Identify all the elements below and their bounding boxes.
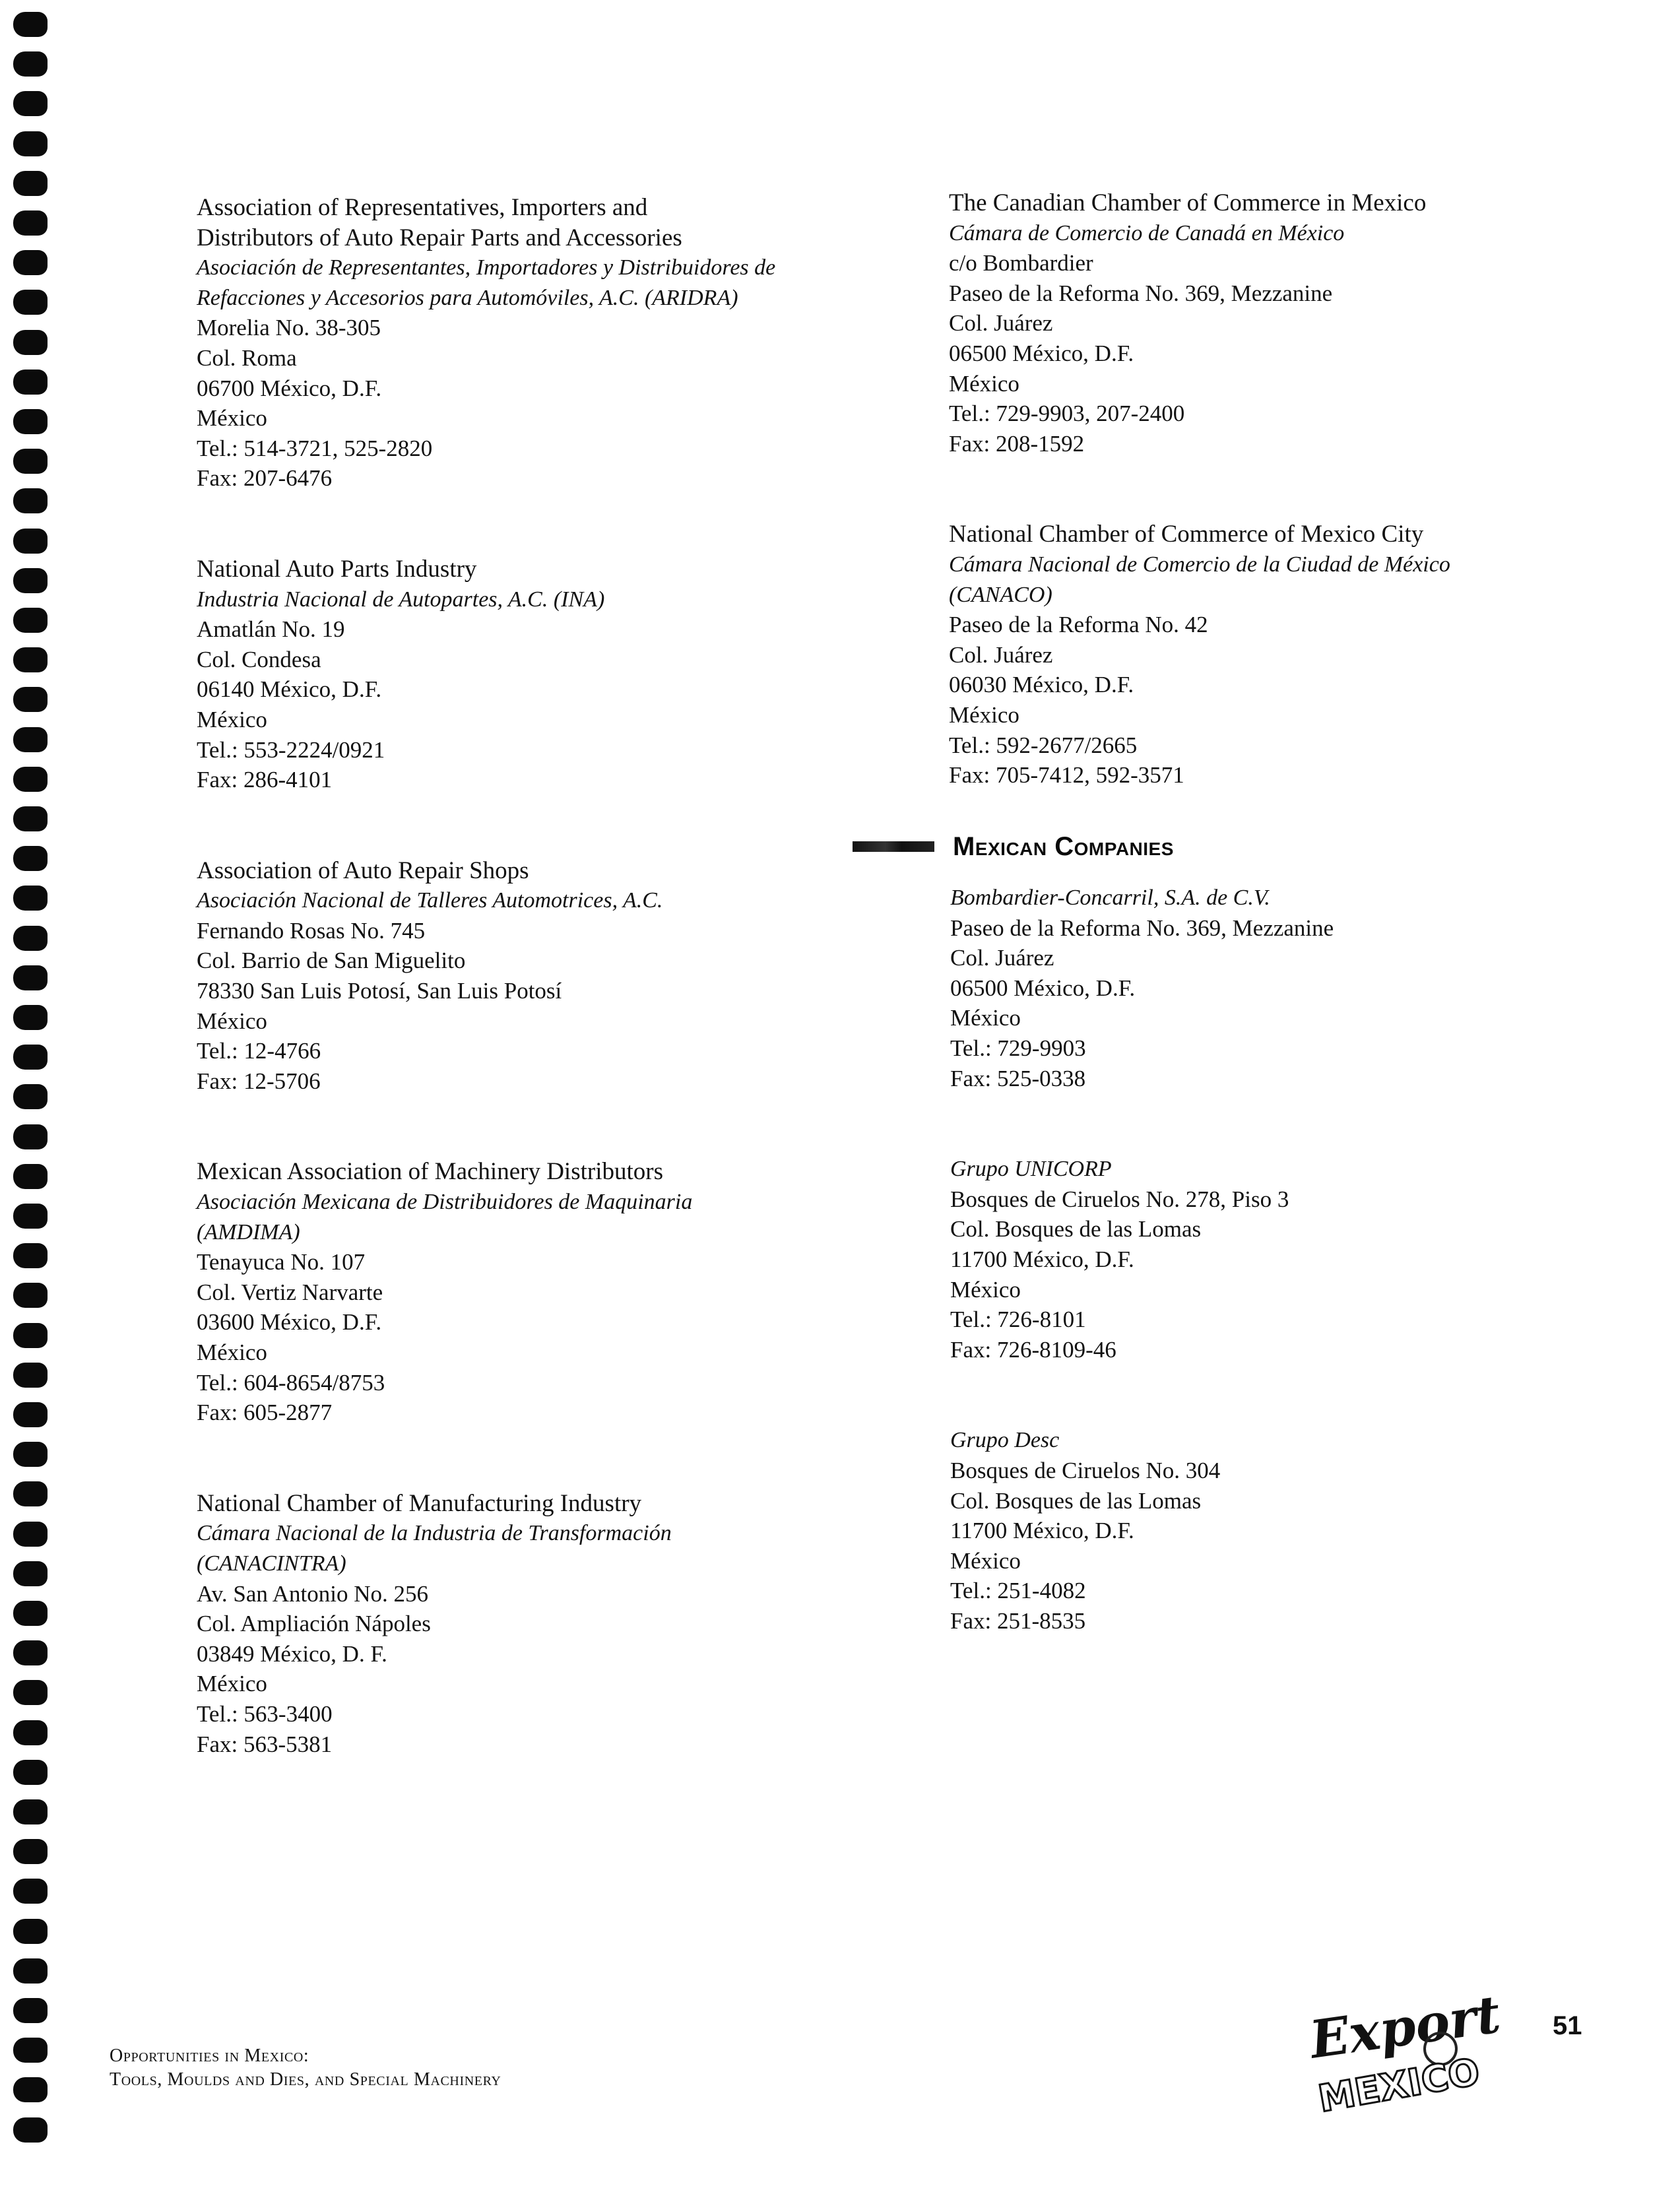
- entry-name: Association of Representatives, Importers and: [197, 194, 648, 221]
- binding-hole: [13, 727, 48, 752]
- entry-address-line: Col. Juárez: [949, 310, 1053, 337]
- binding-hole: [13, 1124, 48, 1149]
- entry-spanish-name: Cámara Nacional de la Industria de Transformación: [197, 1521, 672, 1546]
- entry-name: National Chamber of Manufacturing Industry: [197, 1489, 642, 1517]
- binding-hole: [13, 1402, 48, 1427]
- entry-name: Association of Auto Repair Shops: [197, 856, 529, 884]
- entry-address-line: Fax: 705-7412, 592-3571: [949, 762, 1184, 789]
- directory-entry: [950, 1425, 1584, 1636]
- entry-address-line: Fax: 12-5706: [197, 1068, 321, 1094]
- entry-spanish-name: Grupo Desc: [950, 1428, 1060, 1453]
- entry-address-line: Amatlán No. 19: [197, 616, 345, 643]
- entry-address-line: Col. Ampliación Nápoles: [197, 1611, 431, 1637]
- binding-hole: [13, 370, 48, 395]
- binding-hole: [13, 409, 48, 434]
- binding-hole: [13, 1919, 48, 1944]
- entry-address-line: Bosques de Ciruelos No. 304: [950, 1457, 1221, 1483]
- entry-name: Distributors of Auto Repair Parts and Accessories: [197, 224, 682, 251]
- entry-address-line: Paseo de la Reforma No. 42: [949, 612, 1208, 638]
- entry-address-line: México: [950, 1547, 1021, 1574]
- entry-address-line: Col. Vertiz Narvarte: [197, 1279, 383, 1305]
- binding-hole: [13, 2038, 48, 2063]
- binding-hole: [13, 1998, 48, 2023]
- entry-address-line: Col. Condesa: [197, 646, 321, 672]
- binding-hole: [13, 449, 48, 474]
- entry-address-line: Fax: 525-0338: [950, 1065, 1086, 1091]
- entry-spanish-name: Asociación de Representantes, Importadores y Distribuidores de: [197, 255, 776, 280]
- entry-address-line: Tenayuca No. 107: [197, 1249, 366, 1275]
- binding-hole: [13, 12, 48, 37]
- binding-hole: [13, 1084, 48, 1109]
- entry-address-line: Tel.: 563-3400: [197, 1700, 333, 1727]
- entry-spanish-name: (AMDIMA): [197, 1219, 300, 1244]
- binding-hole: [13, 1164, 48, 1189]
- entry-address-line: México: [197, 1671, 267, 1697]
- binding-hole: [13, 1839, 48, 1864]
- directory-entry: [197, 1157, 830, 1427]
- binding-hole: [13, 1045, 48, 1070]
- spiral-binding: [0, 0, 59, 2194]
- entry-address-line: México: [197, 1339, 267, 1365]
- entry-address-line: Col. Juárez: [950, 945, 1054, 971]
- binding-hole: [13, 1561, 48, 1586]
- binding-hole: [13, 647, 48, 672]
- logo-bottom-text: MEXICO: [1315, 2050, 1483, 2121]
- entry-address-line: 06700 México, D.F.: [197, 375, 382, 401]
- directory-entry: [197, 1489, 830, 1759]
- entry-spanish-name: Bombardier-Concarril, S.A. de C.V.: [950, 886, 1270, 910]
- directory-entry: [950, 883, 1584, 1093]
- entry-address-line: Tel.: 726-8101: [950, 1307, 1086, 1333]
- binding-hole: [13, 1323, 48, 1348]
- entry-address-line: Fernando Rosas No. 745: [197, 917, 426, 944]
- entry-address-line: 11700 México, D.F.: [950, 1246, 1134, 1272]
- entry-address-line: Av. San Antonio No. 256: [197, 1580, 428, 1607]
- section-heading: [853, 830, 1174, 863]
- binding-hole: [13, 1958, 48, 1984]
- entry-spanish-name: Asociación Nacional de Talleres Automotrices, A.C.: [197, 888, 663, 913]
- entry-address-line: México: [197, 706, 267, 732]
- entry-address-line: Tel.: 251-4082: [950, 1578, 1086, 1604]
- directory-entry: [197, 193, 830, 494]
- entry-address-line: 06500 México, D.F.: [950, 975, 1136, 1001]
- entry-address-line: Tel.: 604-8654/8753: [197, 1369, 385, 1396]
- entry-name: The Canadian Chamber of Commerce in Mexico: [949, 189, 1427, 216]
- entry-address-line: Fax: 286-4101: [197, 767, 333, 793]
- entry-address-line: 03600 México, D.F.: [197, 1309, 382, 1336]
- directory-entry: [197, 856, 830, 1097]
- entry-spanish-name: (CANACO): [949, 582, 1052, 607]
- entry-address-line: Col. Juárez: [949, 641, 1053, 668]
- binding-hole: [13, 131, 48, 156]
- binding-hole: [13, 2117, 48, 2143]
- entry-spanish-name: Industria Nacional de Autopartes, A.C. (INA): [197, 587, 605, 612]
- binding-hole: [13, 568, 48, 593]
- page-footer: [110, 2044, 501, 2092]
- binding-hole: [13, 1442, 48, 1467]
- binding-hole: [13, 608, 48, 633]
- binding-hole: [13, 1363, 48, 1388]
- page-number: 51: [1553, 2011, 1582, 2040]
- binding-hole: [13, 1481, 48, 1506]
- entry-address-line: Col. Bosques de las Lomas: [950, 1216, 1202, 1242]
- directory-entry: [950, 1154, 1584, 1365]
- entry-address-line: Tel.: 592-2677/2665: [949, 732, 1138, 758]
- entry-address-line: Morelia No. 38-305: [197, 315, 381, 341]
- binding-hole: [13, 529, 48, 554]
- entry-spanish-name: Grupo UNICORP: [950, 1157, 1112, 1182]
- entry-address-line: Fax: 207-6476: [197, 465, 333, 492]
- entry-name: National Chamber of Commerce of Mexico City: [949, 521, 1424, 548]
- binding-hole: [13, 51, 48, 77]
- entry-spanish-name: Cámara Nacional de Comercio de la Ciudad de México: [949, 552, 1450, 577]
- binding-hole: [13, 1720, 48, 1745]
- binding-hole: [13, 91, 48, 116]
- entry-address-line: 11700 México, D.F.: [950, 1518, 1134, 1544]
- binding-hole: [13, 1640, 48, 1665]
- binding-hole: [13, 806, 48, 831]
- entry-address-line: México: [197, 405, 267, 432]
- entry-address-line: c/o Bombardier: [949, 250, 1093, 276]
- entry-spanish-name: Asociación Mexicana de Distribuidores de Maquinaria: [197, 1190, 693, 1215]
- entry-address-line: Paseo de la Reforma No. 369, Mezzanine: [950, 915, 1334, 941]
- entry-address-line: Fax: 726-8109-46: [950, 1336, 1116, 1363]
- directory-entry: [949, 519, 1582, 790]
- binding-hole: [13, 1601, 48, 1626]
- entry-spanish-name: Refacciones y Accesorios para Automóviles, A.C. (ARIDRA): [197, 285, 738, 310]
- entry-address-line: Col. Roma: [197, 344, 297, 371]
- entry-address-line: 03849 México, D. F.: [197, 1640, 387, 1667]
- binding-hole: [13, 1680, 48, 1705]
- binding-hole: [13, 290, 48, 315]
- entry-spanish-name: (CANACINTRA): [197, 1551, 346, 1576]
- section-bar: [853, 841, 934, 852]
- entry-address-line: Tel.: 514-3721, 525-2820: [197, 435, 433, 461]
- binding-hole: [13, 1879, 48, 1904]
- binding-hole: [13, 1243, 48, 1268]
- entry-address-line: Col. Barrio de San Miguelito: [197, 948, 466, 974]
- binding-hole: [13, 965, 48, 990]
- right-column: [949, 188, 1582, 851]
- export-mexico-logo: [1299, 1984, 1504, 2121]
- entry-address-line: Tel.: 12-4766: [197, 1038, 321, 1064]
- organization-list: [949, 188, 1582, 790]
- binding-hole: [13, 250, 48, 275]
- binding-hole: [13, 1760, 48, 1785]
- section-title: Mexican Companies: [953, 831, 1174, 861]
- entry-address-line: 06140 México, D.F.: [197, 676, 382, 703]
- entry-name: National Auto Parts Industry: [197, 555, 477, 583]
- logo-top-text: Export: [1306, 1984, 1504, 2071]
- entry-address-line: Fax: 251-8535: [950, 1607, 1086, 1634]
- entry-address-line: Fax: 208-1592: [949, 430, 1085, 457]
- entry-address-line: Tel.: 729-9903: [950, 1035, 1086, 1061]
- binding-hole: [13, 1799, 48, 1824]
- binding-hole: [13, 1005, 48, 1030]
- binding-hole: [13, 488, 48, 513]
- entry-name: Mexican Association of Machinery Distributors: [197, 1158, 663, 1186]
- entry-address-line: 06500 México, D.F.: [949, 340, 1134, 366]
- entry-address-line: Tel.: 553-2224/0921: [197, 736, 385, 763]
- binding-hole: [13, 926, 48, 951]
- entry-address-line: 78330 San Luis Potosí, San Luis Potosí: [197, 978, 562, 1004]
- binding-hole: [13, 1283, 48, 1308]
- entry-address-line: Fax: 605-2877: [197, 1400, 333, 1426]
- entry-address-line: México: [949, 370, 1019, 397]
- binding-hole: [13, 2077, 48, 2102]
- binding-hole: [13, 210, 48, 236]
- entry-address-line: México: [950, 1276, 1021, 1303]
- companies-list: [950, 883, 1584, 1696]
- directory-entry: [197, 554, 830, 795]
- entry-spanish-name: Cámara de Comercio de Canadá en México: [949, 220, 1345, 245]
- binding-hole: [13, 171, 48, 196]
- directory-entry: [949, 188, 1582, 459]
- entry-address-line: Bosques de Ciruelos No. 278, Piso 3: [950, 1186, 1289, 1212]
- binding-hole: [13, 846, 48, 871]
- binding-hole: [13, 330, 48, 355]
- footer-subtitle: Tools, Moulds and Dies, and Special Machinery: [110, 2069, 501, 2090]
- binding-hole: [13, 886, 48, 911]
- entry-address-line: 06030 México, D.F.: [949, 672, 1134, 698]
- entry-address-line: Paseo de la Reforma No. 369, Mezzanine: [949, 280, 1333, 306]
- entry-address-line: México: [197, 1008, 267, 1034]
- entry-address-line: Tel.: 729-9903, 207-2400: [949, 401, 1185, 427]
- binding-hole: [13, 1204, 48, 1229]
- entry-address-line: Fax: 563-5381: [197, 1731, 333, 1757]
- binding-hole: [13, 1522, 48, 1547]
- left-column: [197, 193, 830, 1820]
- entry-address-line: México: [950, 1005, 1021, 1031]
- footer-title: Opportunities in Mexico:: [110, 2046, 309, 2066]
- binding-hole: [13, 767, 48, 792]
- entry-address-line: Col. Bosques de las Lomas: [950, 1487, 1202, 1514]
- binding-hole: [13, 687, 48, 712]
- entry-address-line: México: [949, 701, 1019, 728]
